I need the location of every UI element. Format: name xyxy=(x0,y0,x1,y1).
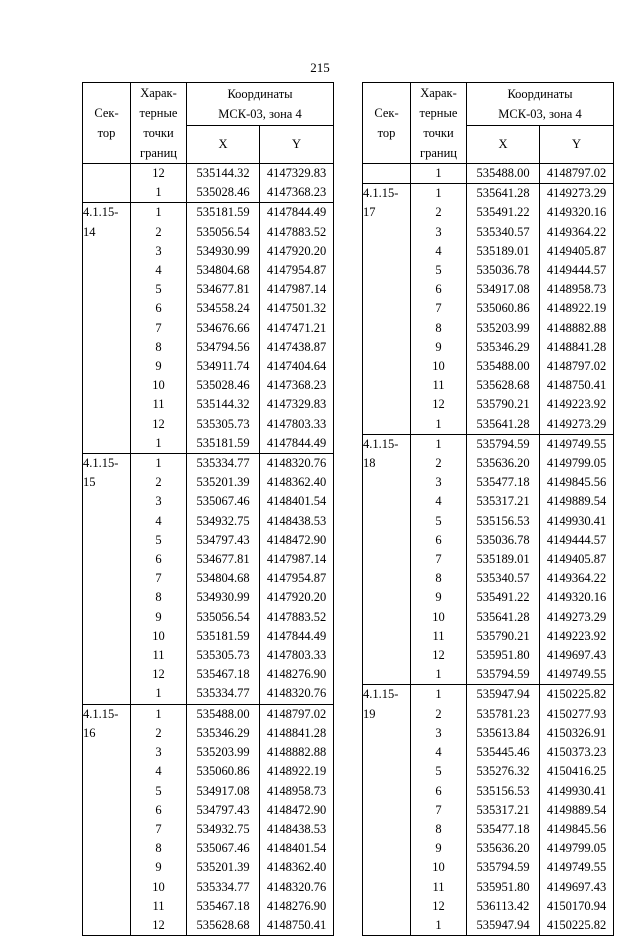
y-coordinate: 4149444.57 xyxy=(546,532,607,547)
x-coordinate: 535201.39 xyxy=(196,475,250,490)
y-coordinate: 4148750.41 xyxy=(546,378,607,393)
sector-label xyxy=(83,164,131,203)
x-coordinate: 534911.74 xyxy=(196,359,250,374)
y-coordinate: 4149405.87 xyxy=(546,243,607,258)
x-coordinate: 535636.20 xyxy=(476,841,530,856)
point-number: 1 xyxy=(155,205,162,220)
point-number: 5 xyxy=(155,532,162,547)
point-number: 8 xyxy=(155,841,162,856)
point-number: 7 xyxy=(435,552,442,567)
point-number: 1 xyxy=(435,166,442,180)
x-coordinate: 535491.22 xyxy=(476,590,530,605)
x-coordinate: 535488.00 xyxy=(196,706,250,721)
y-coordinate: 4150277.93 xyxy=(546,706,607,721)
x-coordinate: 535794.59 xyxy=(476,860,530,875)
y-coordinate: 4149697.43 xyxy=(546,879,607,894)
x-coordinate: 534676.66 xyxy=(196,320,250,335)
y-coordinate: 4149749.55 xyxy=(546,667,607,682)
y-coordinate: 4149364.22 xyxy=(546,571,607,586)
point-number-column xyxy=(131,704,187,935)
y-coordinate: 4148750.41 xyxy=(266,917,327,932)
point-number: 10 xyxy=(152,628,165,643)
y-coordinate: 4148438.53 xyxy=(266,821,327,836)
x-coordinate: 535317.21 xyxy=(476,802,530,817)
point-number-column xyxy=(131,203,187,454)
sector-group xyxy=(83,454,334,705)
point-number: 9 xyxy=(435,339,442,354)
point-number: 7 xyxy=(435,802,442,817)
x-coordinate: 535334.77 xyxy=(196,456,250,471)
x-coordinate: 534804.68 xyxy=(196,571,250,586)
point-number: 12 xyxy=(152,667,165,682)
point-number: 4 xyxy=(435,243,442,258)
x-coordinate: 535641.28 xyxy=(476,186,530,201)
page-number: 215 xyxy=(310,60,330,75)
x-coordinate: 535488.00 xyxy=(476,166,530,180)
x-coordinate: 535056.54 xyxy=(196,224,250,239)
x-coordinate: 535181.59 xyxy=(196,205,250,220)
x-coordinate-column xyxy=(467,184,540,435)
y-coordinate: 4149749.55 xyxy=(546,436,607,451)
x-coordinate: 535036.78 xyxy=(476,263,530,278)
y-coordinate: 4147803.33 xyxy=(266,416,327,431)
point-number: 7 xyxy=(155,320,162,335)
y-coordinate: 4147883.52 xyxy=(266,224,327,239)
point-number: 11 xyxy=(152,397,165,412)
y-coordinate: 4149273.29 xyxy=(546,609,607,624)
y-coordinate: 4147404.64 xyxy=(266,359,327,374)
y-coordinate: 4148797.02 xyxy=(546,166,607,180)
sector-group xyxy=(363,184,614,435)
x-coordinate: 535060.86 xyxy=(196,764,250,779)
header-y: Y xyxy=(540,125,614,163)
point-number: 7 xyxy=(155,821,162,836)
y-coordinate: 4150170.94 xyxy=(546,898,607,913)
y-coordinate-column xyxy=(540,685,614,936)
y-coordinate: 4149223.92 xyxy=(546,397,607,412)
y-coordinate: 4149273.29 xyxy=(546,186,607,201)
y-coordinate: 4147329.83 xyxy=(266,397,327,412)
x-coordinate: 535477.18 xyxy=(476,821,530,836)
x-coordinate: 535156.53 xyxy=(476,783,530,798)
y-coordinate-column xyxy=(540,164,614,184)
point-number: 3 xyxy=(155,745,162,760)
x-coordinate: 534930.99 xyxy=(196,590,250,605)
x-coordinate: 534797.43 xyxy=(196,802,250,817)
y-coordinate: 4150225.82 xyxy=(546,687,607,702)
point-number: 8 xyxy=(435,571,442,586)
point-number: 2 xyxy=(155,475,162,490)
point-number: 6 xyxy=(155,301,162,316)
y-coordinate: 4148320.76 xyxy=(266,879,327,894)
x-coordinate: 535340.57 xyxy=(476,224,530,239)
x-coordinate: 535641.28 xyxy=(476,416,530,431)
y-coordinate: 4149444.57 xyxy=(546,263,607,278)
y-coordinate: 4148438.53 xyxy=(266,513,327,528)
point-number: 5 xyxy=(435,263,442,278)
point-number: 1 xyxy=(155,706,162,721)
point-number: 4 xyxy=(435,494,442,509)
y-coordinate: 4149364.22 xyxy=(546,224,607,239)
point-number: 3 xyxy=(155,243,162,258)
x-coordinate: 535144.32 xyxy=(196,397,250,412)
x-coordinate: 535628.68 xyxy=(196,917,250,932)
header-x: X xyxy=(187,125,260,163)
sector-group xyxy=(83,164,334,203)
y-coordinate: 4147438.87 xyxy=(266,339,327,354)
y-coordinate: 4148362.40 xyxy=(266,860,327,875)
sector-label: 4.1.15- 14 xyxy=(83,203,131,454)
y-coordinate: 4149749.55 xyxy=(546,860,607,875)
y-coordinate: 4149799.05 xyxy=(546,456,607,471)
y-coordinate: 4149889.54 xyxy=(546,802,607,817)
x-coordinate: 534804.68 xyxy=(196,263,250,278)
point-number: 1 xyxy=(435,436,442,451)
sector-group xyxy=(83,704,334,935)
x-coordinate-column xyxy=(467,434,540,685)
y-coordinate: 4149405.87 xyxy=(546,552,607,567)
point-number: 5 xyxy=(435,764,442,779)
point-number: 3 xyxy=(155,494,162,509)
y-coordinate-column xyxy=(260,454,334,705)
y-coordinate: 4147987.14 xyxy=(266,552,327,567)
x-coordinate: 535794.59 xyxy=(476,436,530,451)
point-number: 6 xyxy=(435,783,442,798)
y-coordinate: 4148958.73 xyxy=(266,783,327,798)
point-number: 10 xyxy=(432,860,445,875)
y-coordinate-column xyxy=(540,184,614,435)
point-number: 10 xyxy=(432,609,445,624)
x-coordinate: 535334.77 xyxy=(196,686,250,701)
x-coordinate: 535951.80 xyxy=(476,879,530,894)
x-coordinate: 535060.86 xyxy=(476,301,530,316)
point-number: 10 xyxy=(152,378,165,393)
point-number: 5 xyxy=(155,282,162,297)
y-coordinate: 4149273.29 xyxy=(546,416,607,431)
x-coordinate: 535156.53 xyxy=(476,513,530,528)
point-number: 2 xyxy=(435,706,442,721)
point-number: 9 xyxy=(435,590,442,605)
point-number: 9 xyxy=(155,609,162,624)
x-coordinate: 535181.59 xyxy=(196,628,250,643)
point-number: 8 xyxy=(435,821,442,836)
point-number: 8 xyxy=(435,320,442,335)
point-number: 12 xyxy=(152,917,165,932)
x-coordinate: 534794.56 xyxy=(196,339,250,354)
point-number: 4 xyxy=(155,764,162,779)
y-coordinate: 4148958.73 xyxy=(546,282,607,297)
x-coordinate: 535189.01 xyxy=(476,243,530,258)
point-number: 11 xyxy=(432,879,445,894)
x-coordinate: 535189.01 xyxy=(476,552,530,567)
point-number: 11 xyxy=(152,898,165,913)
point-number: 11 xyxy=(152,648,165,663)
point-number: 1 xyxy=(155,456,162,471)
x-coordinate: 535276.32 xyxy=(476,764,530,779)
y-coordinate: 4150225.82 xyxy=(546,917,607,932)
x-coordinate: 535491.22 xyxy=(476,205,530,220)
point-number: 8 xyxy=(155,590,162,605)
y-coordinate-column xyxy=(260,704,334,935)
x-coordinate: 535203.99 xyxy=(196,745,250,760)
point-number: 6 xyxy=(155,802,162,817)
point-number: 5 xyxy=(435,513,442,528)
point-number: 10 xyxy=(152,879,165,894)
y-coordinate: 4147954.87 xyxy=(266,263,327,278)
sector-label xyxy=(363,164,411,184)
y-coordinate: 4148797.02 xyxy=(266,706,327,721)
y-coordinate: 4149320.16 xyxy=(546,205,607,220)
y-coordinate: 4148276.90 xyxy=(266,667,327,682)
x-coordinate: 535794.59 xyxy=(476,667,530,682)
header-sector: Сек- тор xyxy=(363,83,411,164)
point-number: 6 xyxy=(435,532,442,547)
y-coordinate: 4149697.43 xyxy=(546,648,607,663)
x-coordinate: 534558.24 xyxy=(196,301,250,316)
sector-label: 4.1.15- 15 xyxy=(83,454,131,705)
sector-group xyxy=(363,434,614,685)
x-coordinate: 535305.73 xyxy=(196,416,250,431)
sector-label: 4.1.15- 18 xyxy=(363,434,411,685)
y-coordinate-column xyxy=(540,434,614,685)
table-body-right xyxy=(363,164,614,936)
point-number: 4 xyxy=(155,263,162,278)
point-number: 1 xyxy=(435,416,442,431)
x-coordinate: 535947.94 xyxy=(476,687,530,702)
x-coordinate: 535346.29 xyxy=(196,725,250,740)
x-coordinate: 535334.77 xyxy=(196,879,250,894)
header-boundary-points: Харак- терные точки границ xyxy=(131,83,187,164)
x-coordinate: 535790.21 xyxy=(476,397,530,412)
x-coordinate: 535346.29 xyxy=(476,339,530,354)
point-number: 12 xyxy=(432,648,445,663)
point-number-column xyxy=(131,454,187,705)
point-number: 11 xyxy=(432,628,445,643)
y-coordinate: 4148882.88 xyxy=(546,320,607,335)
point-number: 6 xyxy=(435,282,442,297)
x-coordinate: 535201.39 xyxy=(196,860,250,875)
y-coordinate: 4147501.32 xyxy=(266,301,327,316)
y-coordinate: 4147844.49 xyxy=(266,435,327,450)
x-coordinate: 535056.54 xyxy=(196,609,250,624)
point-number: 12 xyxy=(152,166,165,180)
x-coordinate: 535181.59 xyxy=(196,435,250,450)
x-coordinate: 535947.94 xyxy=(476,917,530,932)
point-number: 11 xyxy=(432,378,445,393)
point-number: 9 xyxy=(155,359,162,374)
y-coordinate: 4148882.88 xyxy=(266,745,327,760)
y-coordinate: 4149320.16 xyxy=(546,590,607,605)
header-coordinates: Координаты МСК-03, зона 4 xyxy=(467,83,614,126)
x-coordinate: 535467.18 xyxy=(196,667,250,682)
sector-label: 4.1.15- 19 xyxy=(363,685,411,936)
point-number: 5 xyxy=(155,783,162,798)
x-coordinate: 535613.84 xyxy=(476,725,530,740)
y-coordinate: 4148841.28 xyxy=(546,339,607,354)
y-coordinate: 4148401.54 xyxy=(266,494,327,509)
y-coordinate: 4150416.25 xyxy=(546,764,607,779)
x-coordinate-column xyxy=(467,685,540,936)
y-coordinate: 4147844.49 xyxy=(266,628,327,643)
y-coordinate: 4148362.40 xyxy=(266,475,327,490)
point-number: 10 xyxy=(432,359,445,374)
point-number: 1 xyxy=(155,686,162,701)
point-number-column xyxy=(411,164,467,184)
x-coordinate: 535340.57 xyxy=(476,571,530,586)
sector-group xyxy=(363,685,614,936)
sector-group xyxy=(363,164,614,184)
x-coordinate-column xyxy=(187,203,260,454)
point-number: 4 xyxy=(435,745,442,760)
x-coordinate: 535445.46 xyxy=(476,745,530,760)
y-coordinate: 4148320.76 xyxy=(266,456,327,471)
x-coordinate: 535488.00 xyxy=(476,359,530,374)
x-coordinate: 535790.21 xyxy=(476,628,530,643)
point-number: 2 xyxy=(155,224,162,239)
point-number: 2 xyxy=(155,725,162,740)
point-number: 9 xyxy=(155,860,162,875)
y-coordinate: 4148401.54 xyxy=(266,841,327,856)
point-number-column xyxy=(411,434,467,685)
header-x: X xyxy=(467,125,540,163)
y-coordinate: 4148922.19 xyxy=(266,764,327,779)
y-coordinate: 4147368.23 xyxy=(266,378,327,393)
point-number: 1 xyxy=(435,186,442,201)
x-coordinate: 535641.28 xyxy=(476,609,530,624)
x-coordinate: 534932.75 xyxy=(196,513,250,528)
point-number: 1 xyxy=(435,687,442,702)
x-coordinate: 535203.99 xyxy=(476,320,530,335)
point-number: 7 xyxy=(155,571,162,586)
point-number: 7 xyxy=(435,301,442,316)
header-sector: Сек- тор xyxy=(83,83,131,164)
x-coordinate: 535628.68 xyxy=(476,378,530,393)
x-coordinate: 534930.99 xyxy=(196,243,250,258)
point-number: 3 xyxy=(435,224,442,239)
point-number: 3 xyxy=(435,475,442,490)
x-coordinate: 535636.20 xyxy=(476,456,530,471)
coordinates-table-left xyxy=(82,82,334,936)
y-coordinate: 4148841.28 xyxy=(266,725,327,740)
sector-label: 4.1.15- 16 xyxy=(83,704,131,935)
x-coordinate: 535067.46 xyxy=(196,494,250,509)
point-number: 1 xyxy=(155,435,162,450)
y-coordinate: 4147844.49 xyxy=(266,205,327,220)
y-coordinate: 4147368.23 xyxy=(266,185,327,200)
y-coordinate: 4147883.52 xyxy=(266,609,327,624)
y-coordinate: 4149223.92 xyxy=(546,628,607,643)
x-coordinate: 535317.21 xyxy=(476,494,530,509)
point-number: 2 xyxy=(435,205,442,220)
y-coordinate: 4149930.41 xyxy=(546,513,607,528)
x-coordinate-column xyxy=(187,454,260,705)
y-coordinate: 4148922.19 xyxy=(546,301,607,316)
point-number: 9 xyxy=(435,841,442,856)
coordinates-table-right xyxy=(362,82,614,936)
point-number: 4 xyxy=(155,513,162,528)
y-coordinate: 4149889.54 xyxy=(546,494,607,509)
sector-group xyxy=(83,203,334,454)
header-y: Y xyxy=(260,125,334,163)
x-coordinate: 534932.75 xyxy=(196,821,250,836)
header-coordinates: Координаты МСК-03, зона 4 xyxy=(187,83,334,126)
x-coordinate: 534797.43 xyxy=(196,532,250,547)
x-coordinate: 535028.46 xyxy=(196,185,250,200)
point-number: 2 xyxy=(435,456,442,471)
point-number: 12 xyxy=(432,898,445,913)
y-coordinate: 4149845.56 xyxy=(546,821,607,836)
x-coordinate: 535036.78 xyxy=(476,532,530,547)
y-coordinate: 4150326.91 xyxy=(546,725,607,740)
y-coordinate: 4147920.20 xyxy=(266,590,327,605)
table-body-left xyxy=(83,164,334,936)
x-coordinate: 535477.18 xyxy=(476,475,530,490)
x-coordinate: 535028.46 xyxy=(196,378,250,393)
point-number: 1 xyxy=(155,185,162,200)
point-number: 12 xyxy=(432,397,445,412)
point-number-column xyxy=(131,164,187,203)
x-coordinate: 535467.18 xyxy=(196,898,250,913)
y-coordinate: 4149799.05 xyxy=(546,841,607,856)
y-coordinate: 4149845.56 xyxy=(546,475,607,490)
y-coordinate: 4148797.02 xyxy=(546,359,607,374)
sector-label: 4.1.15- 17 xyxy=(363,184,411,435)
y-coordinate: 4147920.20 xyxy=(266,243,327,258)
x-coordinate: 535144.32 xyxy=(196,166,250,180)
y-coordinate: 4148472.90 xyxy=(266,802,327,817)
x-coordinate: 535951.80 xyxy=(476,648,530,663)
x-coordinate: 536113.42 xyxy=(476,898,530,913)
y-coordinate: 4148320.76 xyxy=(266,686,327,701)
x-coordinate: 534677.81 xyxy=(196,282,250,297)
point-number: 1 xyxy=(435,667,442,682)
y-coordinate: 4148472.90 xyxy=(266,532,327,547)
y-coordinate: 4147954.87 xyxy=(266,571,327,586)
point-number-column xyxy=(411,685,467,936)
y-coordinate: 4149930.41 xyxy=(546,783,607,798)
point-number: 3 xyxy=(435,725,442,740)
x-coordinate: 535781.23 xyxy=(476,706,530,721)
point-number-column xyxy=(411,184,467,435)
x-coordinate-column xyxy=(187,704,260,935)
y-coordinate: 4150373.23 xyxy=(546,745,607,760)
point-number: 6 xyxy=(155,552,162,567)
y-coordinate: 4147329.83 xyxy=(266,166,327,180)
y-coordinate: 4147803.33 xyxy=(266,648,327,663)
x-coordinate-column xyxy=(467,164,540,184)
y-coordinate-column xyxy=(260,203,334,454)
x-coordinate: 534677.81 xyxy=(196,552,250,567)
x-coordinate: 534917.08 xyxy=(476,282,530,297)
x-coordinate: 535067.46 xyxy=(196,841,250,856)
point-number: 12 xyxy=(152,416,165,431)
y-coordinate: 4147471.21 xyxy=(266,320,327,335)
point-number: 1 xyxy=(435,917,442,932)
y-coordinate-column xyxy=(260,164,334,203)
header-boundary-points: Харак- терные точки границ xyxy=(411,83,467,164)
x-coordinate-column xyxy=(187,164,260,203)
y-coordinate: 4147987.14 xyxy=(266,282,327,297)
y-coordinate: 4148276.90 xyxy=(266,898,327,913)
x-coordinate: 534917.08 xyxy=(196,783,250,798)
x-coordinate: 535305.73 xyxy=(196,648,250,663)
point-number: 8 xyxy=(155,339,162,354)
